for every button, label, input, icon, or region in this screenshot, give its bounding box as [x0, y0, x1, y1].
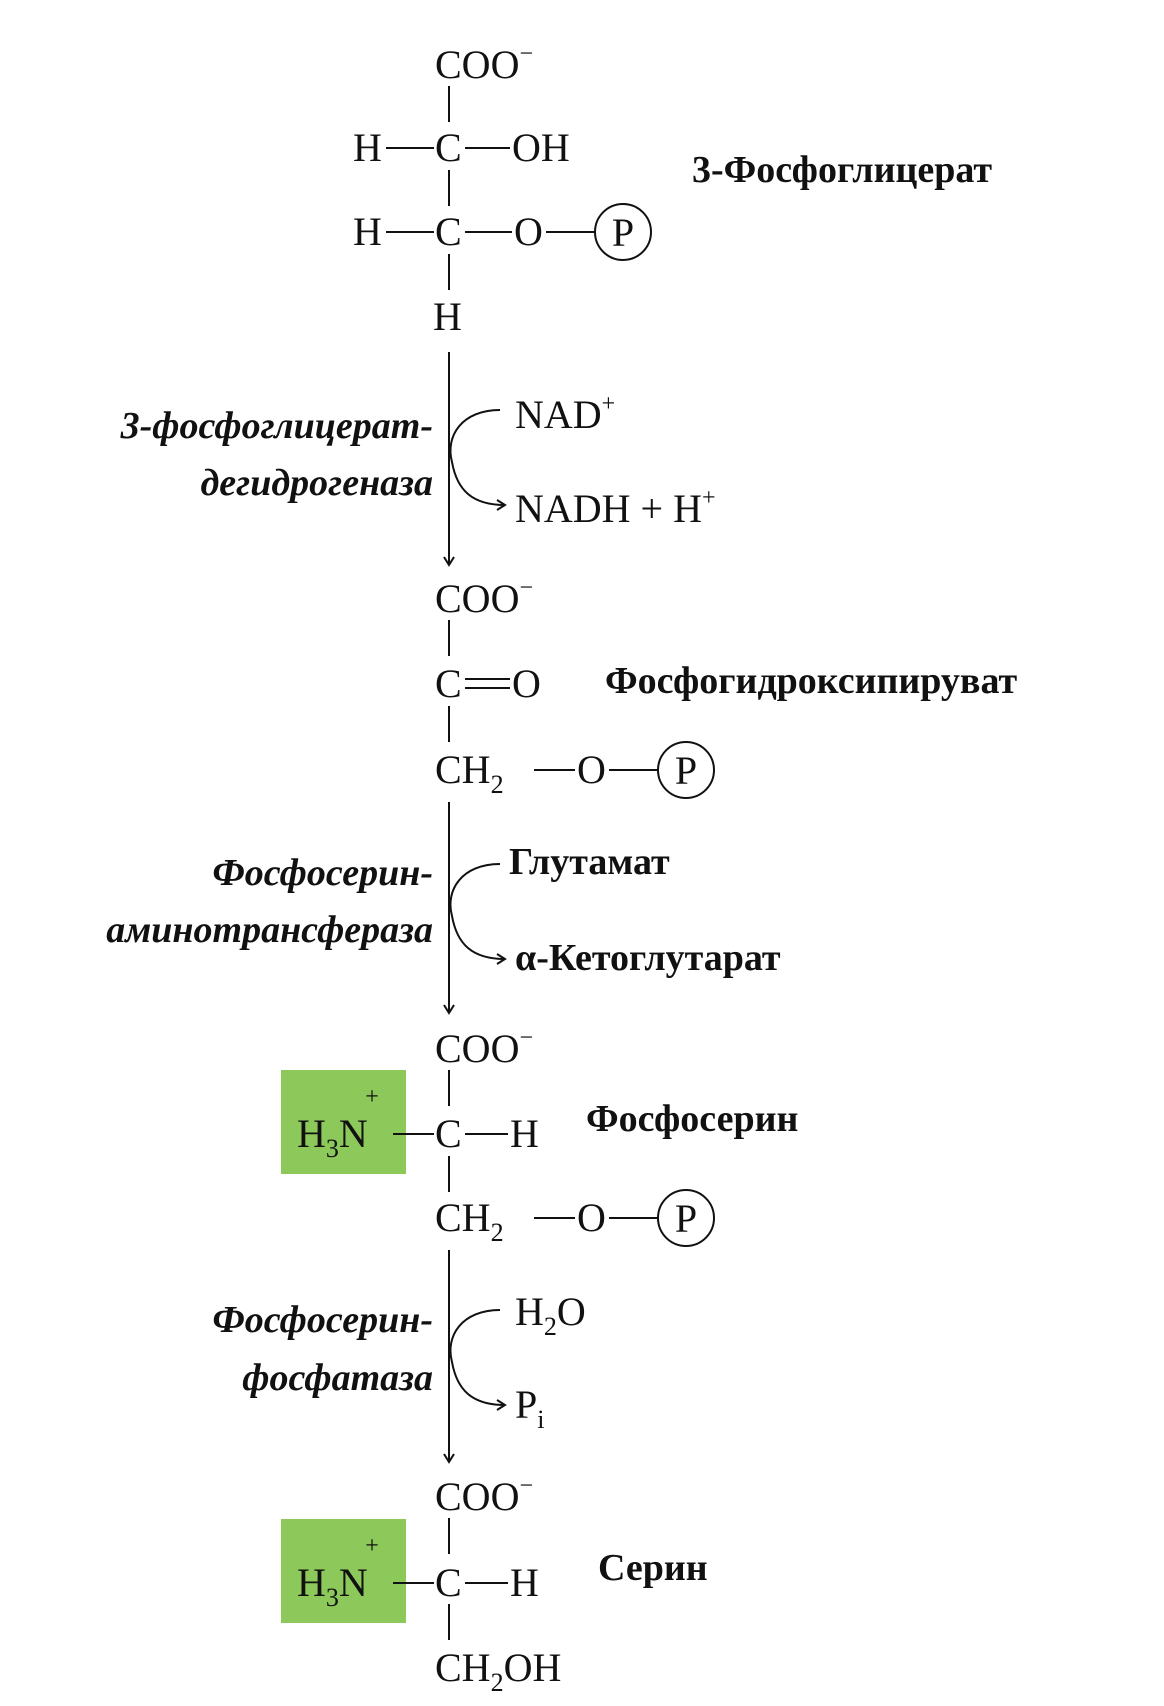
c1-coo-group: COO−: [435, 41, 533, 87]
c4-amino-group: $H_3N$: [297, 1560, 368, 1612]
c1-carbon-1: C: [435, 125, 462, 170]
c3-amino-charge: +: [365, 1084, 379, 1110]
c1-hydroxyl: OH: [512, 125, 570, 170]
c2-carbon: C: [435, 661, 462, 706]
c3-oxygen: O: [577, 1195, 606, 1240]
c3-hydrogen: H: [510, 1111, 539, 1156]
c1-carbon-2: C: [435, 209, 462, 254]
c1-h-left-2: H: [353, 209, 382, 254]
c1-h-left-1: H: [353, 125, 382, 170]
reaction-step-2: [106, 802, 781, 1013]
step3-enzyme-line2: фосфатаза: [242, 1357, 433, 1399]
compound-phosphohydroxypyruvate: [435, 575, 1017, 799]
c4-carbon: C: [435, 1560, 462, 1605]
c2-oxygen: O: [577, 747, 606, 792]
c2-keto-oxygen: O: [512, 661, 541, 706]
step3-water-in: $H_2O$: [515, 1289, 586, 1341]
compound-name-phosphoserine: Фосфосерин: [586, 1098, 799, 1140]
compound-3-phosphoglycerate: [353, 41, 992, 339]
step1-cofactor-in: NAD+: [515, 391, 616, 437]
c2-ch2-group: $CH_2$: [435, 747, 504, 799]
c2-coo-group: COO−: [435, 575, 533, 621]
c2-phosphate-label: P: [674, 748, 698, 793]
c1-h-bottom: H: [433, 294, 462, 339]
step2-cosubstrate-in: Глутамат: [509, 841, 670, 883]
c3-amino-group: $H_3N$: [297, 1111, 368, 1163]
c4-ch2oh-group: $CH_2OH$: [435, 1645, 562, 1697]
c3-ch2-group: $CH_2$: [435, 1195, 504, 1247]
step2-coproduct-out: α-Кетоглутарат: [515, 937, 781, 979]
step2-enzyme-line2: аминотрансфераза: [106, 909, 433, 951]
step3-side-arrow: [450, 1310, 505, 1405]
compound-name-phosphohydroxypyruvate: Фосфогидроксипируват: [605, 660, 1018, 702]
step1-enzyme-line2: дегидрогеназа: [200, 462, 433, 504]
step3-enzyme-line1: Фосфосерин-: [212, 1299, 433, 1341]
reaction-step-1: [120, 352, 716, 565]
step1-cofactor-out: NADH + H+: [515, 485, 716, 531]
c1-oxygen: O: [514, 209, 543, 254]
reaction-step-3: [212, 1250, 585, 1462]
compound-serine: [281, 1473, 708, 1697]
c4-coo-group: COO−: [435, 1473, 533, 1519]
c4-amino-charge: +: [365, 1533, 379, 1559]
compound-name-3-phosphoglycerate: 3-Фосфоглицерат: [692, 149, 993, 191]
step1-enzyme-line1: 3-фосфоглицерат-: [120, 405, 433, 447]
c3-carbon: C: [435, 1111, 462, 1156]
step3-phosphate-out: $P_i$: [515, 1382, 545, 1434]
c1-phosphate-label: P: [611, 210, 635, 255]
compound-name-serine: Серин: [598, 1547, 708, 1589]
compound-phosphoserine: [281, 1025, 798, 1247]
step2-enzyme-line1: Фосфосерин-: [212, 852, 433, 894]
c4-hydrogen: H: [510, 1560, 539, 1605]
c3-coo-group: COO−: [435, 1025, 533, 1071]
c3-phosphate-label: P: [674, 1196, 698, 1241]
step1-side-arrow: [450, 410, 505, 505]
step2-side-arrow: [450, 864, 505, 959]
